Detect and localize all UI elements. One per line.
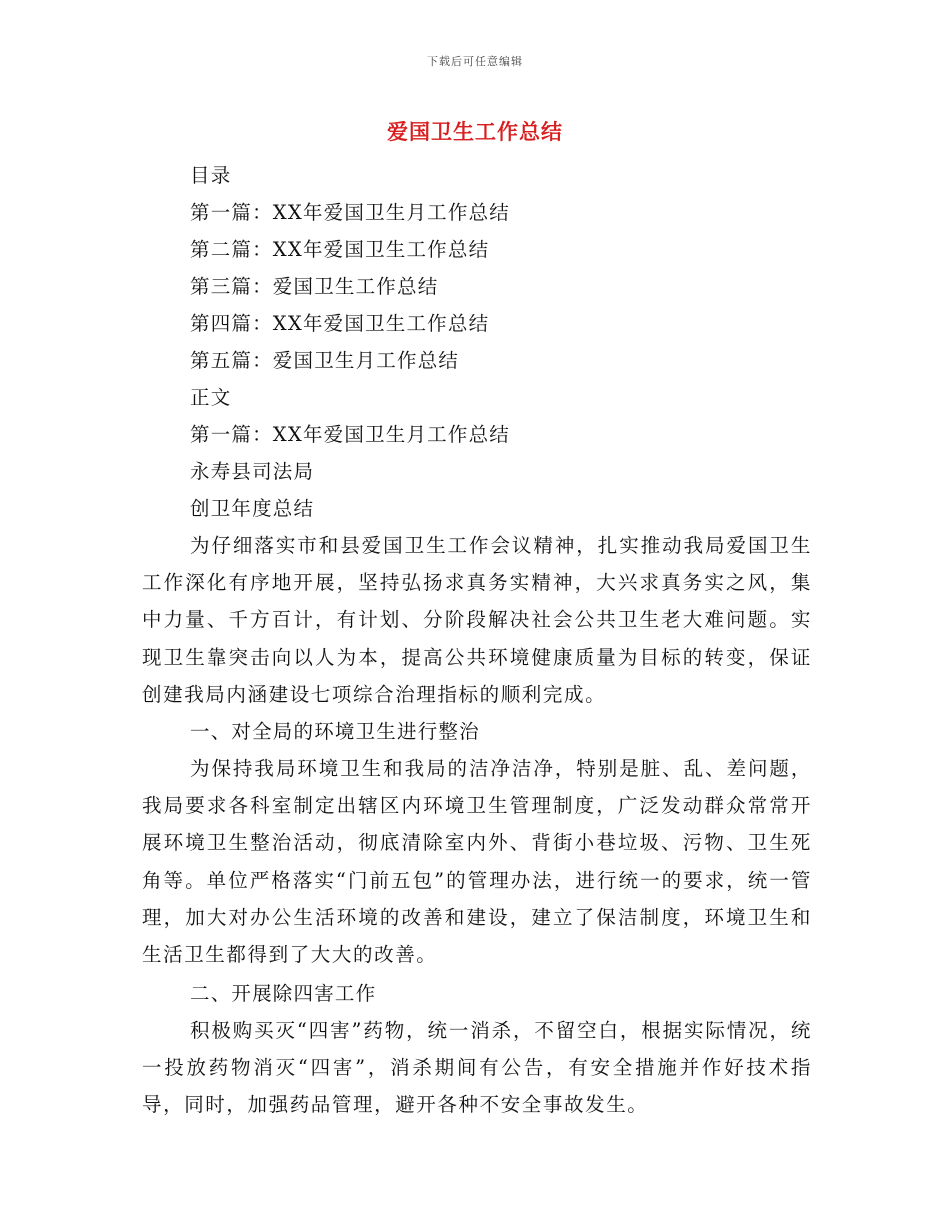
- toc-item: 第五篇：爱国卫生月工作总结: [190, 349, 460, 372]
- toc-item: 第三篇：爱国卫生工作总结: [190, 275, 439, 298]
- chapter-subtitle: 创卫年度总结: [190, 497, 315, 520]
- toc-item: 第二篇：XX年爱国卫生工作总结: [190, 238, 490, 261]
- document-title: 爱国卫生工作总结: [387, 119, 563, 144]
- toc-heading: 目录: [190, 164, 232, 187]
- toc-item: 第一篇：XX年爱国卫生月工作总结: [190, 201, 510, 224]
- section-title: 一、对全局的环境卫生进行整治: [190, 720, 480, 743]
- section-paragraph: 为保持我局环境卫生和我局的洁净洁净，特别是脏、乱、差问题，我局要求各科室制定出辖区内环境卫生管理制度，广泛发动群众常常开展环境卫生整治活动，彻底清除室内外、背街小巷垃圾、污物、卫生死角等。单位严格落实“门前五包”的管理办法，进行统一的要求，统一管理，加大对办公生活环境的改善和建设，建立了保洁制度，环境卫生和生活卫生都得到了大大的改善。: [142, 757, 812, 967]
- section-paragraph: 积极购买灭“四害”药物，统一消杀，不留空白，根据实际情况，统一投放药物消灭“四害”，消杀期间有公告，有安全措施并作好技术指导，同时，加强药品管理，避开各种不安全事故发生。: [142, 1019, 812, 1117]
- organization-name: 永寿县司法局: [190, 460, 315, 483]
- intro-paragraph: 为仔细落实市和县爱国卫生工作会议精神，扎实推动我局爱国卫生工作深化有序地开展，坚持弘扬求真务实精神，大兴求真务实之风，集中力量、千方百计，有计划、分阶段解决社会公共卫生老大难问题。实现卫生靠突击向以人为本，提高公共环境健康质量为目标的转变，保证创建我局内涵建设七项综合治理指标的顺利完成。: [142, 534, 812, 706]
- chapter-title: 第一篇：XX年爱国卫生月工作总结: [190, 423, 510, 446]
- page-header-note: 下载后可任意编辑: [427, 55, 523, 68]
- toc-item: 第四篇：XX年爱国卫生工作总结: [190, 312, 490, 335]
- section-title: 二、开展除四害工作: [190, 982, 377, 1005]
- section-1-block: [142, 750, 812, 973]
- body-heading: 正文: [190, 386, 232, 409]
- intro-paragraph-block: [142, 527, 812, 713]
- section-2-block: [142, 1012, 812, 1124]
